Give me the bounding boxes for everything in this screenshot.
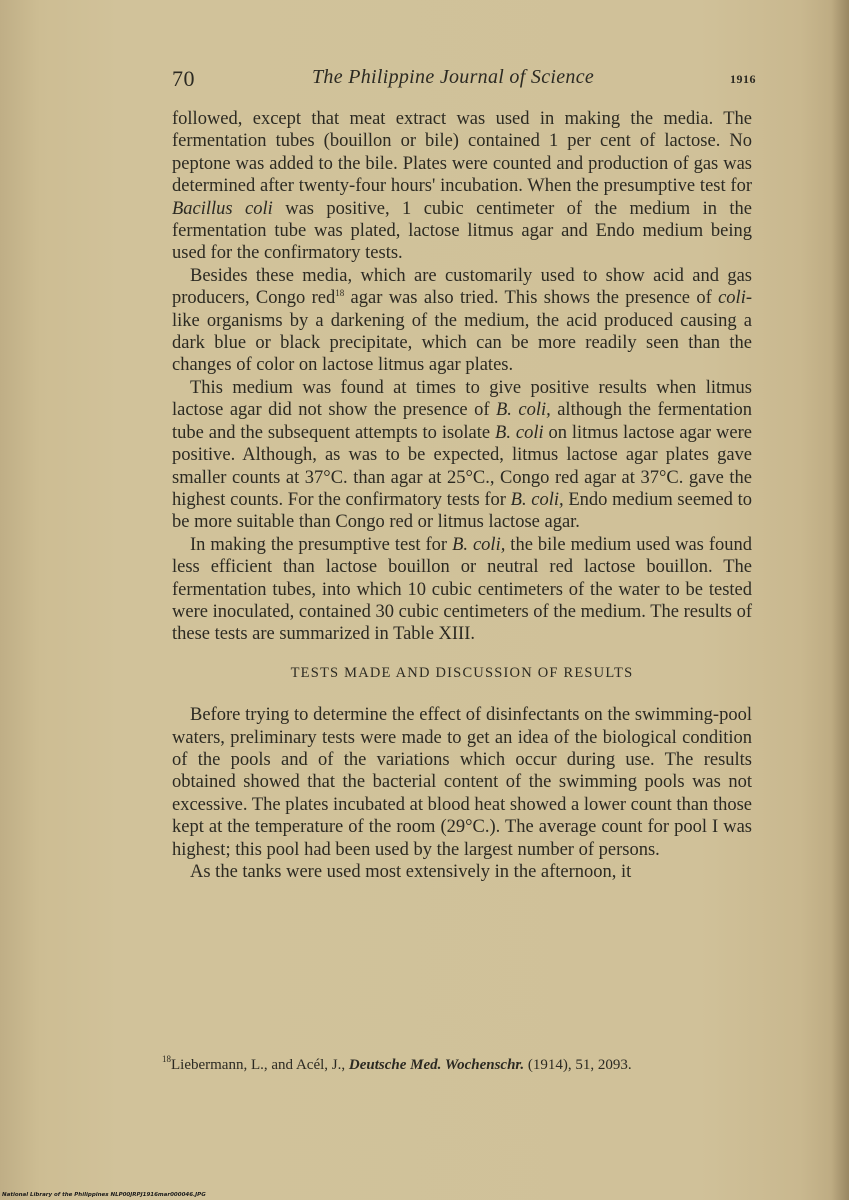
body-text [172, 108, 752, 883]
year: 1916 [730, 72, 756, 86]
paragraph-4: In making the presumptive test for B. coli, the bile medium used was found less efficient than lactose bouillon or neutral red lactose bouillon. The fermentation tubes, into which 10 cubic centimeters of the water to be tested were inoculated, contained 30 cubic centimeters of the medium. The results of these tests are summarized in Table XIII. [172, 534, 752, 645]
paragraph-3: This medium was found at times to give positive results when litmus lactose agar did not show the presence of B. coli, although the fermentation tube and the subsequent attempts to isolate B. coli on litmus lactose agar were positive. Although, as was to be expected, litmus lactose agar plates gave smaller counts at 37°C. than agar at 25°C., Congo red agar at 37°C. gave the highest counts. For the confirmatory tests for B. coli, Endo medium seemed to be more suitable than Congo red or litmus lactose agar. [172, 377, 753, 533]
running-header [172, 66, 756, 96]
paragraph-1: followed, except that meat extract was used in making the media. The fermentation tubes (bouillon or bile) contained 1 per cent of lactose. No peptone was added to the bile. Plates were counted and production of gas was determined after twenty-four hours' incubation. When the presumptive test for Bacillus coli was positive, 1 cubic centimeter of the medium in the fermentation tube was plated, lactose litmus agar and Endo medium being used for the confirmatory tests. [172, 109, 752, 264]
footnote-ref: 18 [335, 288, 345, 299]
page-edge-shadow [831, 0, 849, 1200]
paragraph-5: Before trying to determine the effect of disinfectants on the swimming-pool waters, preliminary tests were made to get an idea of the biological condition of the pools and of the variations which occur during use. The results obtained showed that the bacterial content of the swimming pools was not excessive. The plates incubated at blood heat showed a lower count than those kept at the temperature of the room (29°C.). The average count for pool I was highest; this pool had been used by the largest number of persons. [172, 705, 752, 860]
section-heading: TESTS MADE AND DISCUSSION OF RESULTS [290, 664, 634, 681]
footnote: $^{18}$Liebermann, L., and Acél, J., Deutsche Med. Wochenschr. (1914), 51, 2093. [162, 1054, 632, 1073]
journal-title: The Philippine Journal of Science [312, 66, 595, 88]
paragraph-2: Besides these media, which are customarily used to show acid and gas producers, Congo red$^{18}$ agar was also tried. This shows the presence of coli-like organisms by a darkening of the medium, the acid produced causing a dark blue or black precipitate, which can be more readily seen than the changes of color on lactose litmus agar plates. [172, 265, 753, 376]
paragraph-6: As the tanks were used most extensively in the afternoon, it [190, 862, 632, 882]
scan-caption: National Library of the Philippines NLP00JRPJ1916mar000046.JPG [2, 1192, 206, 1198]
page-number: 70 [172, 66, 195, 91]
footnote-number: 18 [162, 1054, 171, 1064]
